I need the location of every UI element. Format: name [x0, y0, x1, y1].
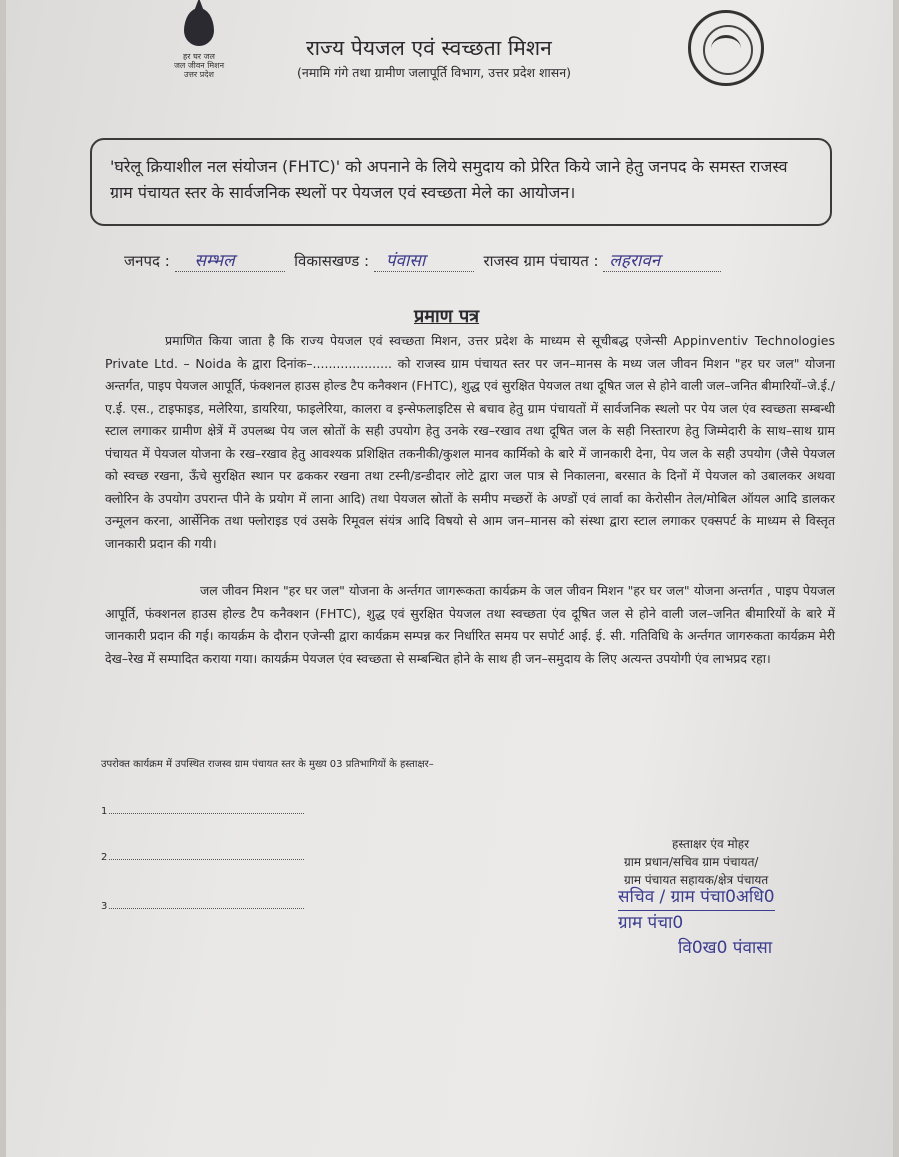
block-value: पंवासा — [385, 251, 426, 271]
stamp-line-2: ग्राम पंचा0 — [618, 913, 684, 933]
participant-signature-line-2 — [101, 852, 304, 863]
water-drop-icon — [184, 8, 214, 46]
signature-designation-1: ग्राम प्रधान/सचिव ग्राम पंचायत/ — [624, 855, 759, 869]
block-label: विकासखण्ड : — [294, 252, 370, 270]
certificate-paragraph-1: प्रमाणित किया जाता है कि राज्य पेयजल एवं स्वच्छता मिशन, उत्तर प्रदेश के माध्यम से सूचीबद्ध एजेन्सी Appinventiv Technologies Private Ltd. – Noida के द्वारा दिनांक–.................... को राजस्व ग्राम पंचायत स्तर पर जन–मानस के मध्य जल जीवन मिशन "हर घर जल" योजना अन्तर्गत, पाइप पेयजल आपूर्ति, फंक्शनल हाउस होल्ड टैप कनैक्शन (FHTC), शुद्ध एवं सुरक्षित पेयजल तथा दूषित जल से होने वाली जल–जनित बीमारियों–जे.ई./ए.ई. एस., टाइफाइड, मलेरिया, डायरिया, फाइलेरिया, कालरा व इन्सेफलाइटिस से बचाव हेतु ग्राम पंचायतों में सार्वजनिक स्थलो पर पेय जल एंव स्वच्छता सम्बन्धी स्टाल लगाकर ग्रामीण क्षेत्रें में उपलब्ध पेय जल स्रोतों के सही उपयोग हेतु उनके रख–रखाव तथा दूषित जल के सही निस्तारण हेतु जिम्मेदारी के साथ–साथ ग्राम पंचायत में पेयजल योजना के रख–रखाव हेतु आवश्यक प्रशिक्षित तकनीकी/कुशल मानव कार्मिको के बारे में जानकारी देना, पेय जल के सही उपयोग (जैसे पेयजल को स्वच्छ रखना, ऊँचे सुरक्षित स्थान पर ढककर रखना तथा टस्नी/डन्डीदार लोटे द्वारा जल पात्र से निकालना, बरसात के दिनों में पेयजल को उबालकर अथवा क्लोरिन के उपयोग उपरान्त पीने के प्रयोग में लाना आदि) तथा पेयजल स्रोतों के समीप मच्छरों के अण्डों एवं लार्वा का केरोसीन तेल/मोबिल ऑयल आदि डालकर उन्मूलन करना, आर्सेनिक तथा फ्लोराइड एवं उसके रिमूवल संयंत्र आदि विषयो से आम जन–मानस को संस्था द्वारा स्टाल लगाकर एक्सपर्ट के माध्यम से विस्तृत जानकारी प्रदान की गयी। — [105, 333, 835, 551]
participant-signature-line-1 — [101, 806, 304, 817]
signature-dotted-line — [109, 813, 304, 814]
signature-dotted-line — [109, 859, 304, 860]
logo-text-3: उत्तर प्रदेश — [184, 70, 214, 79]
logo-text-1: हर घर जल — [183, 52, 215, 61]
block-field — [374, 248, 474, 272]
signature-dotted-line — [109, 908, 304, 909]
participant-signature-line-3 — [101, 901, 304, 912]
location-fields — [124, 248, 721, 272]
up-government-emblem — [688, 10, 764, 86]
signature-designation-2: ग्राम पंचायत सहायक/क्षेत्र पंचायत — [624, 873, 769, 887]
attendance-note: उपरोक्त कार्यक्रम में उपस्थित राजस्व ग्राम पंचायत स्तर के मुख्य 03 प्रतिभागियों के हस्ताक्षर– — [101, 759, 434, 770]
certificate-paragraph-2: जल जीवन मिशन "हर घर जल" योजना के अर्न्तगत जागरूकता कार्यक्रम के जल जीवन मिशन "हर घर जल" योजना अन्तर्गत , पाइप पेयजल आपूर्ति, फंक्शनल हाउस होल्ड टैप कनैक्शन (FHTC), शुद्ध एवं सुरक्षित पेयजल तथा स्वच्छता एंव दूषित जल से होने वाली जल–जनित बीमारियों के बारे में जानकारी प्रदान की गई। कायर्क्रम के दौरान एजेन्सी द्वारा कार्यक्रम सम्पन्न कर निर्धारित समय पर सपोर्ट आई. ई. सी. गतिविधि के अर्न्तगत जागरुकता कार्यक्रम मेरी देख–रेख में सम्पादित कराया गया। कायर्क्रम पेयजल एंव स्वच्छता से सम्बन्धित होने के साथ ही जन–समुदाय के लिए अत्यन्त उपयोगी एंव लाभप्रद रहा। — [105, 583, 835, 666]
district-value: सम्भल — [194, 251, 235, 271]
official-stamp — [618, 885, 775, 961]
stamp-line-3: वि0ख0 पंवासा — [678, 938, 773, 958]
district-field — [175, 248, 285, 272]
certificate-title: प्रमाण पत्र — [414, 306, 480, 327]
signature-number-3: 3 — [101, 901, 108, 912]
signature-block — [624, 835, 768, 889]
logo-text-2: जल जीवन मिशन — [173, 61, 225, 70]
signature-heading: हस्ताक्षर एंव मोहर — [672, 837, 750, 851]
gram-panchayat-field — [603, 248, 721, 272]
document-page — [6, 0, 893, 1157]
gram-panchayat-label: राजस्व ग्राम पंचायत : — [483, 252, 599, 270]
mission-title: राज्य पेयजल एवं स्वच्छता मिशन — [306, 36, 552, 60]
gram-panchayat-value: लहरावन — [609, 251, 661, 271]
signature-number-2: 2 — [101, 852, 108, 863]
signature-number-1: 1 — [101, 806, 108, 817]
har-ghar-jal-logo — [164, 8, 234, 98]
stamp-line-1: सचिव / ग्राम पंचा0अधि0 — [618, 885, 775, 911]
bow-icon — [711, 35, 741, 62]
mission-subtitle: (नमामि गंगे तथा ग्रामीण जलापूर्ति विभाग, उत्तर प्रदेश शासन) — [297, 65, 572, 80]
district-label: जनपद : — [124, 252, 170, 270]
document-header — [6, 0, 893, 130]
event-description-box: 'घरेलू क्रियाशील नल संयोजन (FHTC)' को अपनाने के लिये समुदाय को प्रेरित किये जाने हेतु जनपद के समस्त राजस्व ग्राम पंचायत स्तर के सार्वजनिक स्थलों पर पेयजल एवं स्वच्छता मेले का आयोजन। — [90, 138, 832, 226]
